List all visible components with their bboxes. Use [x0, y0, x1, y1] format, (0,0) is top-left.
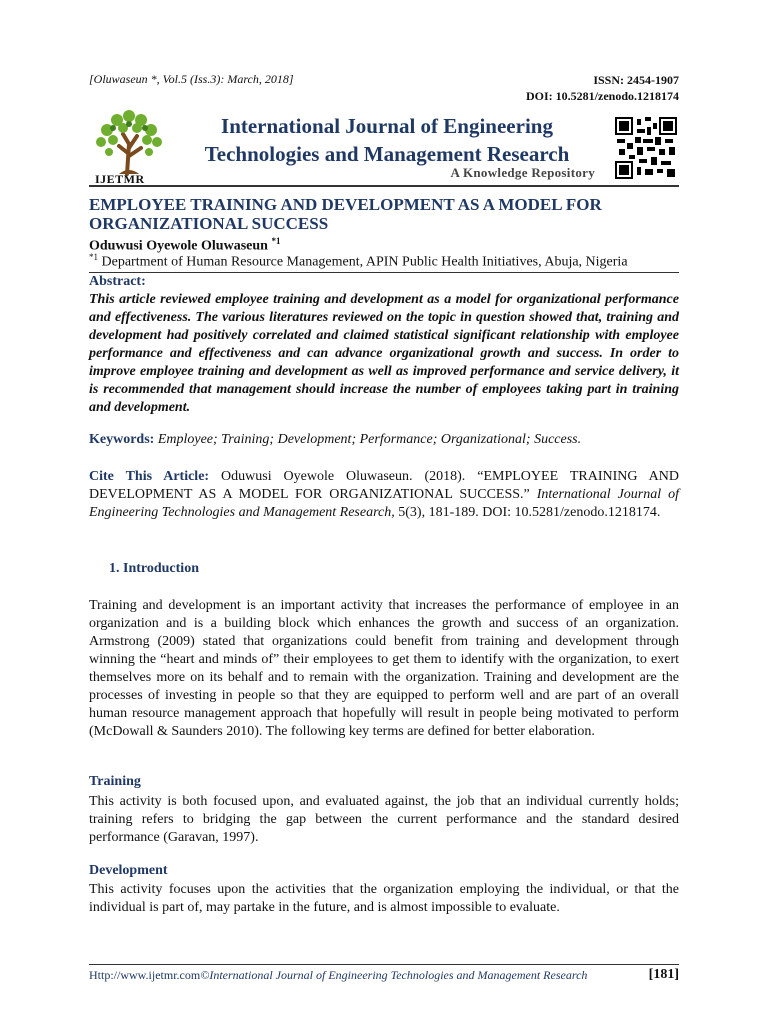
journal-link[interactable]: Http://www.ijetmr.com	[89, 968, 201, 982]
intro-paragraph: Training and development is an important activity that increases the performance of employee in an organization and is a building block which enhances the growth and success of an organization. Armstrong (2009) stated that organizations could benefit from training and development through winning the “heart and minds of” their employees to get them to identify with the organization, to exert themselves more on its behalf and to remain with the organization. Training and development are the processes of investing in people so that they are equipped to perform well and are part of an overall human resource management approach that hopefully will result in people being motivated to perform (McDowall & Saunders 2010). The following key terms are defined for better elaboration.	[89, 598, 679, 739]
training-paragraph: This activity is both focused upon, and evaluated against, the job that an individual currently holds; training refers to bridging the gap between the current performance and the standard desired performance (Garavan, 1997).	[89, 794, 679, 845]
cite-text-a: Oduwusi Oyewole Oluwaseun. (2018). “EMPLOYEE TRAINING AND DEVELOPMENT AS A MODEL FOR ORGANIZATIONAL SUCCESS.”	[89, 469, 679, 502]
logo-label: IJETMR	[95, 172, 145, 186]
abstract-label: Abstract:	[89, 274, 146, 289]
cite-this-article	[89, 468, 679, 522]
qr-code-icon	[615, 117, 677, 179]
subheading-development: Development	[89, 863, 168, 878]
affiliation-sup: *1	[89, 252, 98, 262]
journal-title-line2: Technologies and Management Research	[204, 142, 570, 166]
issn: ISSN: 2454-1907	[593, 73, 679, 87]
keywords-value: Employee; Training; Development; Performance; Organizational; Success.	[154, 432, 582, 447]
author-name-text: Oduwusi Oyewole Oluwaseun	[89, 238, 268, 254]
cite-journal: International Journal of Engineering Technologies and Management Research,	[89, 487, 679, 520]
header-divider	[89, 185, 679, 187]
journal-title-line1: International Journal of Engineering	[221, 114, 553, 138]
author-affiliation	[89, 252, 628, 271]
author-sup: *1	[271, 236, 281, 246]
development-paragraph: This activity focuses upon the activities that the organization employing the individual, or that the individual is part of, may partake in the future, and is almost impossible to evaluate.	[89, 882, 679, 915]
doi: DOI: 10.5281/zenodo.1218174	[526, 89, 679, 103]
header-issn-doi	[526, 72, 679, 104]
keywords-label: Keywords:	[89, 432, 155, 447]
journal-tagline: A Knowledge Repository	[450, 165, 595, 180]
abstract-divider	[89, 272, 679, 273]
section-heading-introduction: 1. Introduction	[109, 561, 199, 576]
affiliation-text: Department of Human Resource Management, APIN Public Health Initiatives, Abuja, Nigeria	[98, 254, 628, 270]
header-citation: [Oluwaseun *, Vol.5 (Iss.3): March, 2018]	[89, 72, 294, 86]
abstract-text: This article reviewed employee training and development as a model for organizational performance and effectiveness. The various literatures reviewed on the topic in question showed that, training and development had positively correlated and claimed statistical significant relationship with employee performance and effectiveness and can advance organizational growth and success. In order to improve employee training and development as well as improved performance and service delivery, it is recommended that management should increase the number of employees taking part in training and development.	[89, 292, 679, 415]
journal-title	[177, 112, 597, 168]
cite-label: Cite This Article:	[89, 469, 210, 484]
cite-text-b: 5(3), 181-189. DOI: 10.5281/zenodo.1218174.	[394, 505, 661, 520]
article-title: EMPLOYEE TRAINING AND DEVELOPMENT AS A MODEL FOR ORGANIZATIONAL SUCCESS	[89, 195, 602, 233]
subheading-training: Training	[89, 774, 141, 789]
tree-logo-icon	[89, 104, 171, 176]
keywords	[89, 432, 679, 448]
page-footer	[89, 964, 679, 983]
footer-journal-name: ©International Journal of Engineering Technologies and Management Research	[200, 968, 588, 982]
page-number: [181]	[648, 967, 679, 982]
